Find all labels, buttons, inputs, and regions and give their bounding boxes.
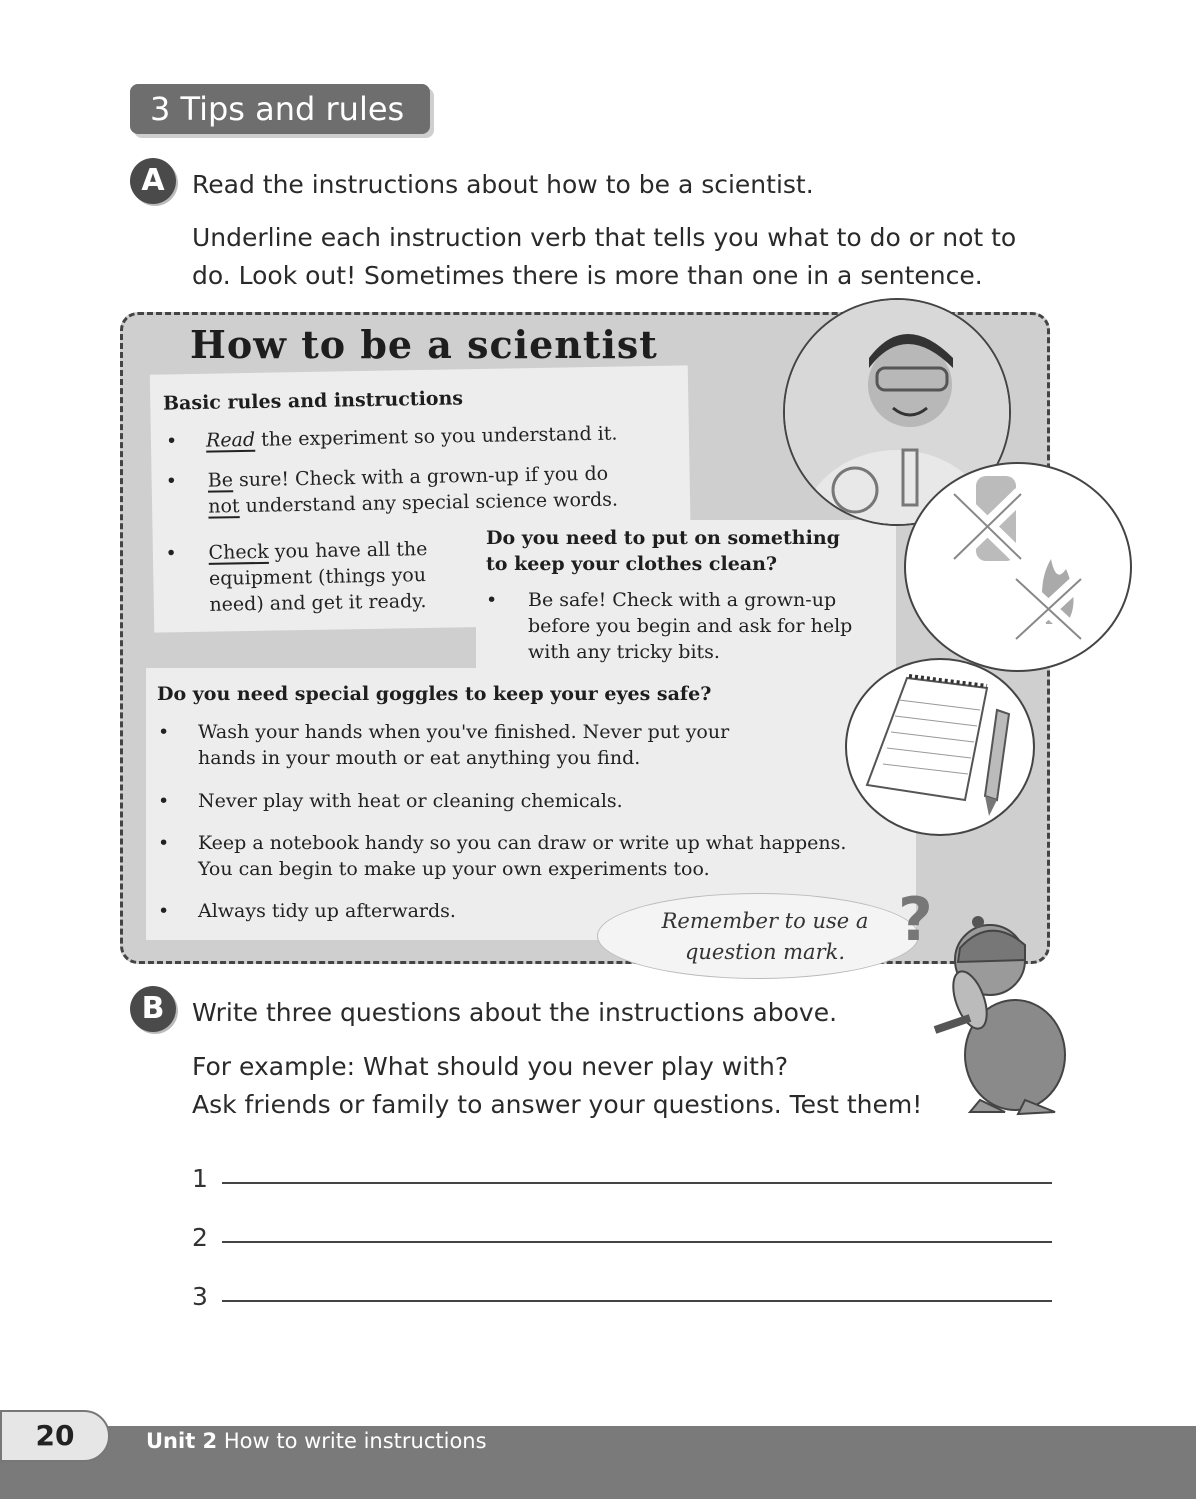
section-title: Tips and rules (180, 90, 405, 128)
answer-line-3[interactable] (222, 1300, 1052, 1302)
item-text: sure! Check with a grown-up if you do (232, 462, 609, 492)
verb-read: Read (205, 428, 256, 452)
bullet: • (486, 589, 498, 611)
answer-number-2: 2 (192, 1223, 208, 1252)
item-text: the experiment so you understand it. (254, 422, 618, 451)
clothes-heading-line2: to keep your clothes clean? (486, 553, 778, 575)
bullet: • (165, 470, 178, 493)
item-text: Always tidy up afterwards. (198, 900, 456, 922)
basic-item-2 (166, 460, 667, 521)
task-b-line1: Write three questions about the instructions above. (192, 998, 838, 1027)
clothes-item (486, 587, 886, 665)
item-text: equipment (things you (208, 564, 427, 590)
task-a-line3: do. Look out! Sometimes there is more than one in a sentence. (192, 261, 983, 290)
item-text: Be safe! Check with a grown-up (528, 589, 837, 611)
verb-check: Check (208, 540, 269, 564)
bubble-line1: Remember to use a (661, 909, 869, 933)
task-b-letter: B (130, 986, 176, 1032)
basic-heading: Basic rules and instructions (162, 387, 464, 415)
answer-number-1: 1 (192, 1164, 208, 1193)
goggles-item-1 (158, 719, 898, 771)
bullet: • (165, 542, 177, 565)
section-tab (130, 84, 430, 134)
unit-label: Unit 2 (146, 1429, 218, 1453)
question-mark-icon: ? (898, 885, 933, 955)
item-text: Wash your hands when you've finished. Never put your (198, 721, 730, 743)
basic-item-3 (165, 535, 466, 618)
item-text: before you begin and ask for help (528, 615, 853, 637)
bullet: • (158, 832, 170, 854)
bullet: • (158, 721, 170, 743)
page-number: 20 (0, 1410, 110, 1462)
task-a-line1: Read the instructions about how to be a scientist. (192, 170, 814, 199)
goggles-item-2 (158, 788, 898, 814)
item-text: You can begin to make up your own experiments too. (198, 858, 710, 880)
answer-line-2[interactable] (222, 1241, 1052, 1243)
notebook-pencil-icon (845, 658, 1035, 836)
bullet: • (158, 790, 170, 812)
item-text: understand any special science words. (239, 488, 619, 518)
duck-detective-mascot (930, 890, 1080, 1120)
item-text: Never play with heat or cleaning chemicals. (198, 790, 623, 812)
verb-be: Be (207, 469, 234, 492)
goggles-heading: Do you need special goggles to keep your eyes safe? (157, 683, 712, 705)
task-a-letter: A (130, 158, 176, 204)
task-b-line2: For example: What should you never play with? (192, 1052, 789, 1081)
item-text: need) and get it ready. (209, 590, 427, 616)
task-b-line3: Ask friends or family to answer your questions. Test them! (192, 1090, 923, 1119)
bullet: • (165, 430, 178, 453)
speech-bubble-text (640, 906, 890, 968)
no-chemicals-no-fire-icon (904, 462, 1132, 672)
answer-line-1[interactable] (222, 1182, 1052, 1184)
task-a-line2: Underline each instruction verb that tells you what to do or not to (192, 223, 1017, 252)
section-number: 3 (150, 90, 171, 128)
clothes-heading (486, 525, 840, 577)
verb-not: not (208, 495, 240, 518)
item-text: you have all the (268, 538, 428, 563)
goggles-item-3 (158, 830, 908, 882)
item-text: hands in your mouth or eat anything you find. (198, 747, 641, 769)
item-text: with any tricky bits. (528, 641, 720, 663)
panel-title: How to be a scientist (190, 322, 658, 367)
item-text: Keep a notebook handy so you can draw or write up what happens. (198, 832, 847, 854)
footer-unit (146, 1429, 487, 1453)
bubble-line2: question mark. (684, 940, 846, 964)
answer-number-3: 3 (192, 1282, 208, 1311)
bullet: • (158, 900, 170, 922)
clothes-heading-line1: Do you need to put on something (486, 527, 840, 549)
unit-title: How to write instructions (223, 1429, 487, 1453)
